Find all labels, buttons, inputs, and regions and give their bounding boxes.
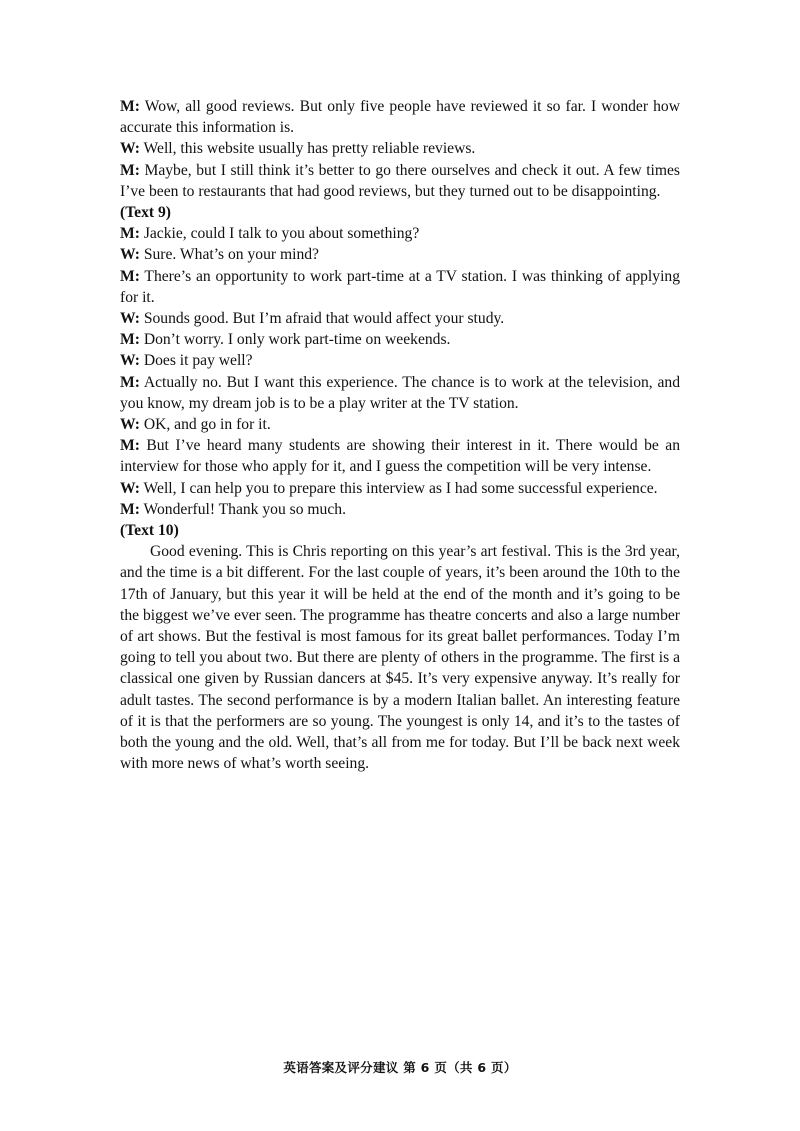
speaker-label: M: [120, 437, 140, 455]
dialogue-text: Does it pay well? [139, 352, 253, 370]
dialogue-text: Well, I can help you to prepare this interview as I had some successful experience. [139, 479, 658, 497]
speaker-label: M: [120, 373, 140, 391]
dialogue-text: Maybe, but I still think it’s better to go there ourselves and check it out. A few times I’ve been to restaurants that had good reviews, but they turned out to be disappointing. [120, 161, 680, 200]
speaker-label: M: [120, 267, 140, 285]
dialogue-line [120, 329, 680, 350]
dialogue-text: Sure. What’s on your mind? [139, 246, 319, 264]
document-body [120, 96, 680, 775]
dialogue-text: Actually no. But I want this experience. The chance is to work at the television, and you know, my dream job is to be a play writer at the TV station. [120, 373, 680, 412]
speaker-label: M: [120, 500, 140, 518]
dialogue-text: But I’ve heard many students are showing their interest in it. There would be an interview for those who apply for it, and I guess the competition will be very intense. [120, 437, 680, 476]
speaker-label: W: [120, 416, 140, 434]
dialogue-line [120, 96, 680, 138]
dialogue-line [120, 350, 680, 371]
speaker-label: W: [120, 140, 140, 158]
dialogue-line [120, 138, 680, 159]
dialogue-line [120, 414, 680, 435]
dialogue-text: Don’t worry. I only work part-time on weekends. [139, 331, 451, 349]
dialogue-text: There’s an opportunity to work part-time at a TV station. I was thinking of applying for it. [120, 267, 680, 306]
dialogue-line [120, 244, 680, 265]
dialogue-line [120, 160, 680, 202]
speaker-label: M: [120, 98, 140, 115]
speaker-label: M: [120, 331, 140, 349]
speaker-label: M: [120, 225, 140, 243]
speaker-label: W: [120, 310, 140, 328]
dialogue-line [120, 223, 680, 244]
speaker-label: W: [120, 352, 140, 370]
dialogue-text: Wow, all good reviews. But only five people have reviewed it so far. I wonder how accurate this information is. [120, 98, 680, 137]
dialogue-line [120, 266, 680, 308]
speaker-label: W: [120, 246, 140, 264]
dialogue-line [120, 372, 680, 414]
dialogue-text: Sounds good. But I’m afraid that would affect your study. [139, 310, 505, 328]
speaker-label: W: [120, 479, 140, 497]
dialogue-text: Jackie, could I talk to you about something? [139, 225, 420, 243]
dialogue-text: Wonderful! Thank you so much. [139, 500, 346, 518]
dialogue-text: OK, and go in for it. [139, 416, 271, 434]
section-heading-text9: (Text 9) [120, 204, 171, 222]
section-heading-text10: (Text 10) [120, 522, 179, 540]
dialogue-line [120, 499, 680, 520]
dialogue-text: Well, this website usually has pretty reliable reviews. [139, 140, 476, 158]
dialogue-line [120, 308, 680, 329]
speaker-label: M: [120, 161, 140, 179]
dialogue-line [120, 478, 680, 499]
monologue-paragraph: Good evening. This is Chris reporting on this year’s art festival. This is the 3rd year, and the time is a bit different. For the last couple of years, it’s been around the 10th to the 17th of January, but this year it will be held at the end of the month and it’s going to be the biggest we’ve ever seen. The programme has theatre concerts and also a large number of art shows. But the festival is most famous for its great ballet performances. Today I’m going to tell you about two. But there are plenty of others in the programme. The first is a classical one given by Russian dancers at $45. It’s very expensive anyway. It’s really for adult tastes. The second performance is by a modern Italian ballet. An interesting feature of it is that the performers are so young. The youngest is only 14, and it’s to the tastes of both the young and the old. Well, that’s all from me for today. But I’ll be back next week with more news of what’s worth seeing. [120, 543, 680, 773]
page-footer: 英语答案及评分建议 第 6 页（共 6 页） [283, 1060, 517, 1075]
dialogue-line [120, 435, 680, 477]
